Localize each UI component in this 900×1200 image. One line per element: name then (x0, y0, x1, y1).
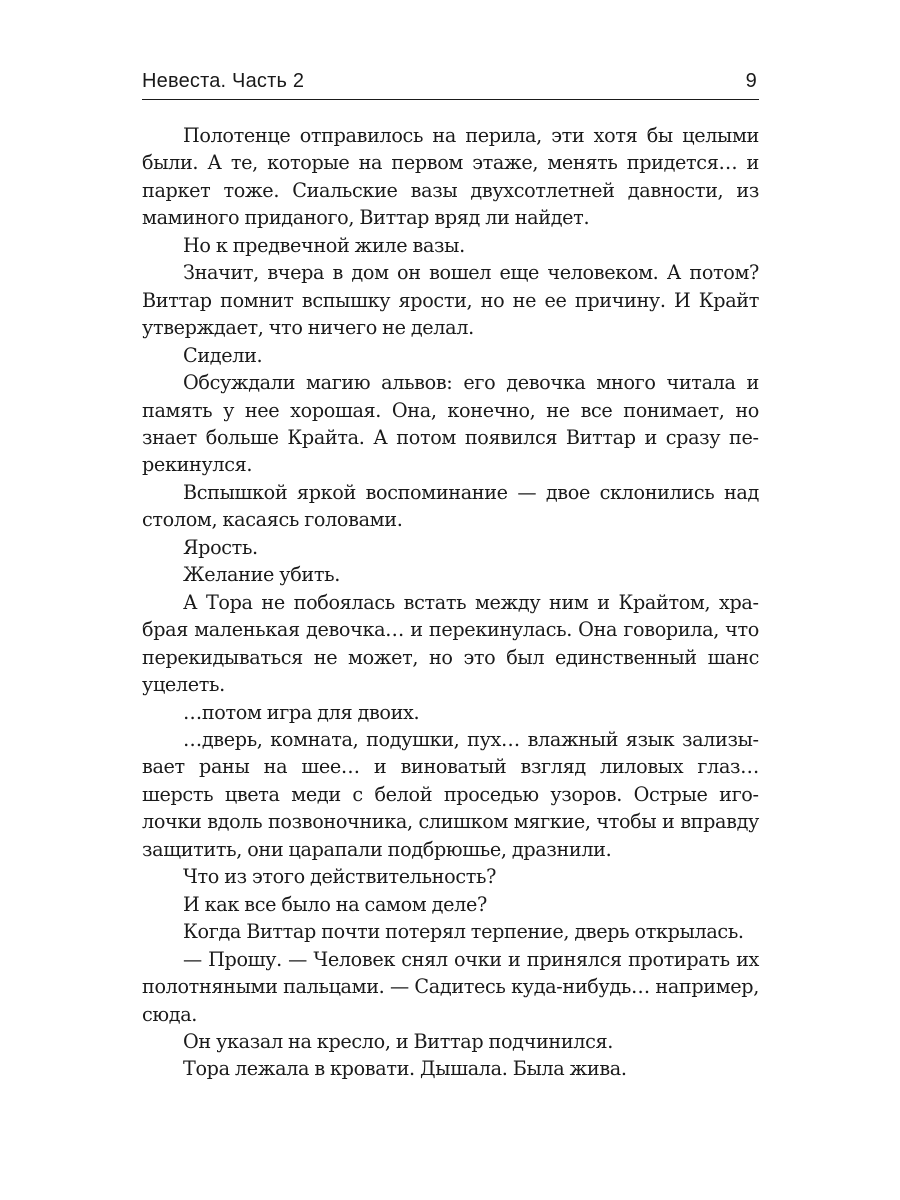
paragraph: Но к предвечной жиле вазы. (183, 233, 465, 257)
paragraph: Полотенце отправилось на перила, эти хотя бы целыми были. А те, которые на первом этаже, менять придется… и паркет тоже. Сиальские вазы двухсотлетней давности, из маминого приданого, Виттар вряд ли найдет. (142, 124, 759, 230)
paragraph: Тора лежала в кровати. Дышала. Была жива. (183, 1057, 627, 1081)
paragraph: Сидели. (183, 343, 263, 367)
paragraph: Ярость. (183, 535, 258, 559)
paragraph: Он указал на кресло, и Виттар подчинился. (183, 1029, 613, 1053)
paragraph: Желание убить. (183, 563, 340, 587)
running-header (142, 70, 759, 100)
paragraph: Что из этого действительность? (183, 865, 497, 889)
body-text (142, 122, 759, 1083)
paragraph: …дверь, комната, подушки, пух… влажный язык зализывает раны на шее… и виноватый взгляд лиловых глаз… шерсть цвета меди с белой проседью узоров. Острые иголочки вдоль позвоночника, слишком мягкие, чтобы и вправду защитить, они царапали подбрюшье, дразнили. (142, 727, 759, 861)
paragraph: …потом игра для двоих. (183, 700, 420, 724)
paragraph: Значит, вчера в дом он вошел еще человеком. А потом? Виттар помнит вспышку ярости, но не ее причину. И Крайт утверждает, что ничего не делал. (142, 261, 759, 340)
paragraph: А Тора не побоялась встать между ним и Крайтом, храбрая маленькая девочка… и перекинулась. Она говорила, что перекидываться не может, но это был единственный шанс уцелеть. (142, 590, 759, 697)
paragraph: Вспышкой яркой воспоминание — двое склонились над столом, касаясь головами. (142, 480, 759, 532)
book-page (142, 70, 759, 1083)
book-title: Невеста. Часть 2 (142, 70, 305, 92)
paragraph: Обсуждали магию альвов: его девочка много читала и память у нее хорошая. Она, конечно, не все понимает, но знает больше Крайта. А потом появился Виттар и сразу перекинулся. (142, 371, 759, 477)
paragraph: Когда Виттар почти потерял терпение, дверь открылась. (183, 920, 744, 944)
paragraph: — Прошу. — Человек снял очки и принялся протирать их полотняными пальцами. — Садитесь куда-нибудь… например, сюда. (142, 947, 759, 1026)
paragraph: И как все было на самом деле? (183, 892, 487, 916)
page-number: 9 (745, 70, 757, 92)
